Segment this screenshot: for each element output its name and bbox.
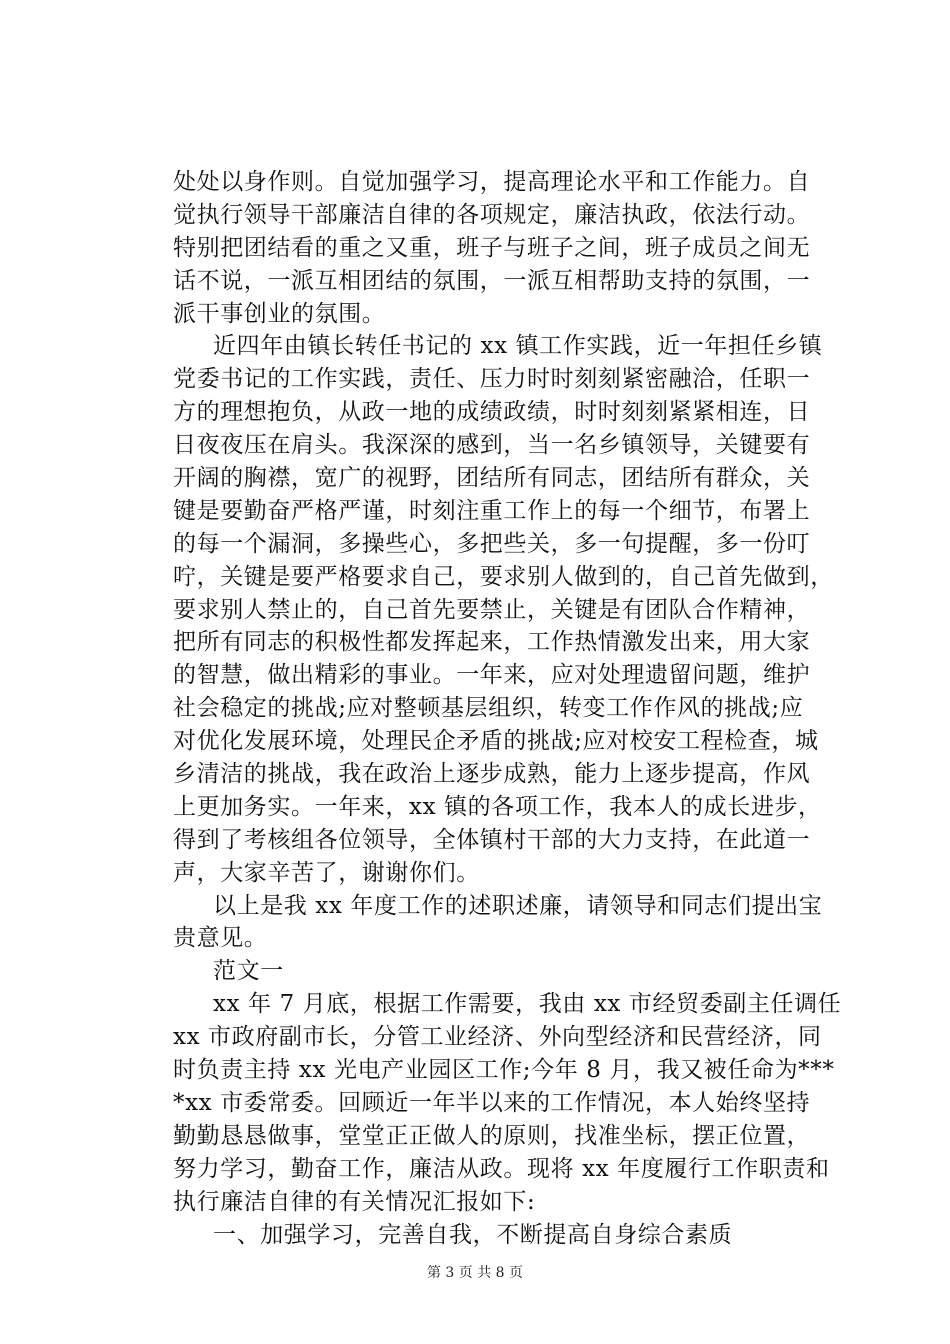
text-line: 以上是我 xx 年度工作的述职述廉，请领导和同志们提出宝 [213,892,823,919]
text-line: 觉执行领导干部廉洁自律的各项规定，廉洁执政，依法行动。 [173,201,811,228]
text-line: 勤勤恳恳做事，堂堂正正做人的原则，找准坐标，摆正位置， [173,1122,811,1149]
text-line: 党委书记的工作实践，责任、压力时时刻刻紧密融洽，任职一 [173,366,811,393]
text-line: 范文一 [213,958,284,985]
text-line: 的智慧，做出精彩的事业。一年来，应对处理遗留问题，维护 [173,662,811,689]
text-line: 要求别人禁止的，自己首先要禁止，关键是有团队合作精神， [173,596,811,623]
text-line: 话不说，一派互相团结的氛围，一派互相帮助支持的氛围，一 [173,267,811,294]
text-line: 贵意见。 [173,925,268,952]
text-line: 把所有同志的积极性都发挥起来，工作热情激发出来，用大家 [173,629,811,656]
text-line: 执行廉洁自律的有关情况汇报如下: [173,1188,536,1215]
text-line: *xx 市委常委。回顾近一年半以来的工作情况，本人始终坚持 [173,1089,811,1116]
text-line: 咛，关键是要严格要求自己，要求别人做到的，自己首先做到， [173,563,834,590]
text-line: 方的理想抱负，从政一地的成绩政绩，时时刻刻紧紧相连，日 [173,399,811,426]
text-line: 得到了考核组各位领导，全体镇村干部的大力支持，在此道一 [173,826,811,853]
text-line: 时负责主持 xx 光电产业园区工作;今年 8 月，我又被任命为*** [173,1057,835,1084]
text-line: 近四年由镇长转任书记的 xx 镇工作实践，近一年担任乡镇 [213,333,823,360]
text-line: 日夜夜压在肩头。我深深的感到，当一名乡镇领导，关键要有 [173,432,811,459]
text-line: 的每一个漏洞，多操些心，多把些关，多一句提醒，多一份叮 [173,530,811,557]
document-body [173,166,841,1251]
text-line: 派干事创业的氛围。 [173,300,386,327]
text-line: xx 年 7 月底，根据工作需要，我由 xx 市经贸委副主任调任 [213,991,842,1018]
text-line: 对优化发展环境，处理民企矛盾的挑战;应对校安工程检查，城 [173,728,819,755]
text-line: 努力学习，勤奋工作，廉洁从政。现将 xx 年度履行工作职责和 [173,1155,830,1182]
text-line: xx 市政府副市长，分管工业经济、外向型经济和民营经济，同 [173,1024,822,1051]
text-line: 键是要勤奋严格严谨，时刻注重工作上的每一个细节，布署上 [173,497,811,524]
text-line: 开阔的胸襟，宽广的视野，团结所有同志，团结所有群众，关 [173,465,811,492]
page-footer: 第 3 页 共 8 页 [426,1265,524,1281]
text-line: 上更加务实。一年来，xx 镇的各项工作，我本人的成长进步， [173,793,822,820]
text-line: 一、加强学习，完善自我，不断提高自身综合素质 [213,1221,733,1248]
text-line: 声，大家辛苦了，谢谢你们。 [173,859,480,886]
text-line: 社会稳定的挑战;应对整顿基层组织，转变工作作风的挑战;应 [173,695,804,722]
text-line: 乡清洁的挑战，我在政治上逐步成熟，能力上逐步提高，作风 [173,761,811,788]
text-line: 处处以身作则。自觉加强学习，提高理论水平和工作能力。自 [173,169,811,195]
text-line: 特别把团结看的重之又重，班子与班子之间，班子成员之间无 [173,234,811,261]
